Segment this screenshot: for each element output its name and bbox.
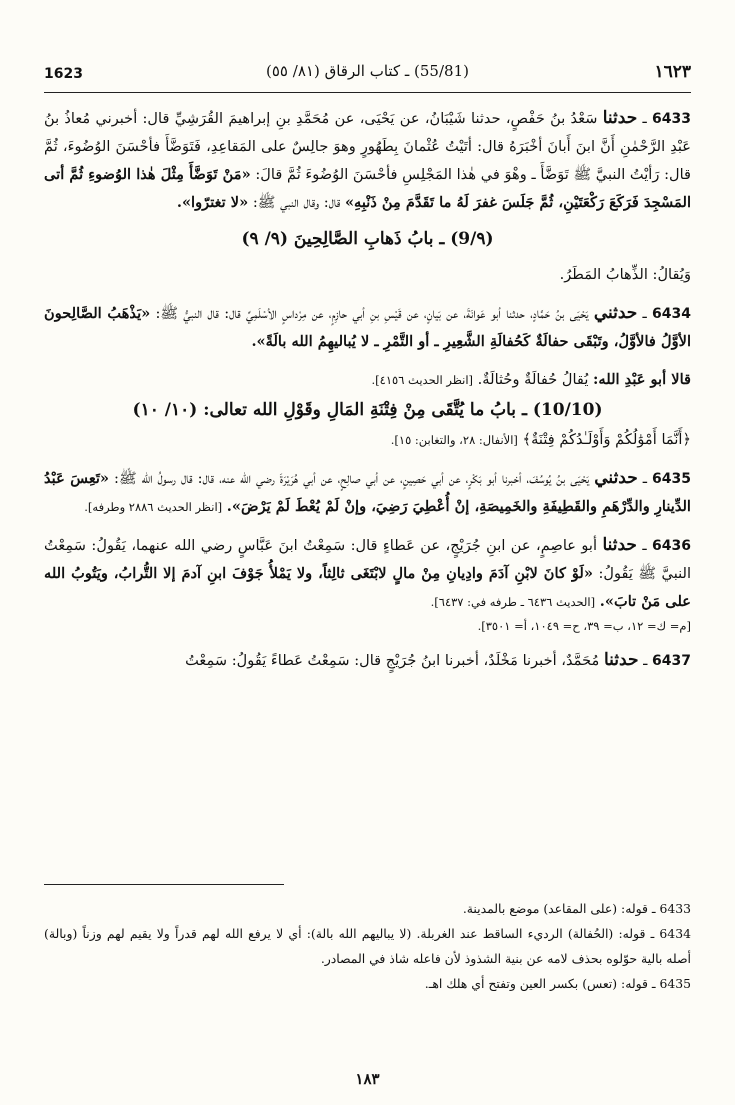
hadith-number: 6434	[652, 306, 691, 322]
footnotes	[44, 896, 691, 996]
verse-text: ﴿أَنَّمَا أَمْوَٰلُكُمْ وَأَوْلَـٰدُكُمْ فِتْنَةٌ﴾	[522, 431, 691, 448]
isnad-text: يَحْيَى بنُ حَمَّادٍ، حدثنا أبو عَوانَةَ، عن بَيانٍ، عن قَيْسِ بنِ أبي حازِمٍ، عن مِرْداسٍ الأسْلَمِيِّ قال: قال النبيُّ ﷺ:	[155, 305, 589, 322]
running-title: (55/81) ـ كتاب الرقاق (٨١/ ٥٥)	[266, 62, 469, 80]
chapter-title-10: (10/10) ـ بابُ ما يُتَّقَى مِنْ فِتْنَةِ المَالِ وقَوْلِ الله تعالى: (١٠/ ١٠)	[132, 400, 603, 420]
footnote-6433	[44, 896, 691, 921]
isnad-text-2: قال: وقال النبي ﷺ:	[252, 194, 341, 211]
narration-keyword: حدثنا	[602, 535, 637, 555]
cross-reference: [انظر الحديث ٤١٥٦].	[371, 373, 474, 387]
narration-keyword: حدثني	[593, 303, 638, 323]
hadith-number: 6433	[652, 111, 691, 127]
hadith-6433: 6433 ـ حدثنا سَعْدُ بنُ حَفْصٍ، حدثنا شَيْبَانُ، عن يَحْيَى، عن مُحَمَّدِ بنِ إبراهيمَ القُرَشِيِّ قال: أخبرني مُعاذُ بنُ عَبْدِ الرَّحْمٰنِ أَنَّ ابنَ أَبانَ أخْبَرَهُ قال: أتَيْتُ عُثْمانَ بِطَهُورٍ وهوَ جالِسٌ على المَقاعِدِ، فَتَوَضَّأَ فأحْسَنَ الوُضُوءَ، ثُمَّ قال: رَأيْتُ النبيَّ ﷺ تَوَضَّأَ ـ وهْوَ في هٰذا المَجْلِسِ فأحْسَنَ الوُضُوءَ ثُمَّ قالَ: «مَنْ تَوَضَّأَ مِثْلَ هٰذا الوُضوءِ ثُمَّ أتى المَسْجِدَ فَرَكَعَ رَكْعَتَيْنِ، ثُمَّ جَلَسَ غفرَ لَهُ ما تَقَدَّمَ مِنْ ذَنْبِهِ» قال: وقال النبي ﷺ: «لا تغترّوا».	[44, 108, 692, 211]
footnote-text: موضع بالمدينة.	[462, 901, 540, 916]
comment-text: يُقالُ حُفالَةٌ وحُثالَةٌ.	[477, 371, 589, 388]
hadith-number: 6436	[652, 538, 691, 554]
footnote-lead: 6433 ـ قوله: (على المقاعد)	[543, 901, 691, 916]
footnote-6435	[44, 971, 691, 996]
isnad-text: يَحْيَى بنُ يُوسُفَ، أخبرنا أبو بَكْرٍ، عن أبي حَصِينٍ، عن أبي صالِحٍ، عن أبي هُرَيْرَةَ رضي الله عنه، قال: قال رسولُ الله ﷺ:	[114, 470, 590, 487]
isnad-text: مُحَمَّدٌ، أخبرنا مَخْلَدٌ، أخبرنا ابنُ جُرَيْجٍ قال: سَمِعْتُ عَطاءً يَقُولُ: سَمِعْتُ	[185, 652, 600, 669]
quran-verse	[44, 426, 691, 454]
footnote-rule	[44, 884, 284, 885]
footnote-6434	[44, 921, 691, 971]
folio-number: ١٨٣	[355, 1070, 380, 1088]
matn-quote: «يَذْهَبُ الصَّالِحونَ الأوَّلُ فالأوَّلُ، وتَبْقَى حفالَةٌ كَحُفالَةِ الشَّعِيرِ ـ أو التَّمْرِ ـ لا يُباليهِمُ الله بالَةً».	[44, 305, 691, 350]
abu-abdallah-comment	[44, 366, 691, 394]
page-number-latin: 1623	[44, 66, 83, 82]
page-header	[44, 58, 691, 93]
comment-lead: قالا أبو عَبْدِ الله:	[593, 371, 691, 388]
isnad-text: سَعْدُ بنُ حَفْصٍ، حدثنا شَيْبَانُ، عن يَحْيَى، عن مُحَمَّدِ بنِ إبراهيمَ القُرَشِيِّ قال: أخبرني مُعاذُ بنُ عَبْدِ الرَّحْمٰنِ أَنَّ ابنَ أَبانَ أخْبَرَهُ قال: أتَيْتُ عُثْمانَ بِطَهُورٍ وهوَ جالِسٌ على المَقاعِدِ، فَتَوَضَّأَ فأحْسَنَ الوُضُوءَ، ثُمَّ قال: رَأيْتُ النبيَّ ﷺ تَوَضَّأَ ـ وهْوَ في هٰذا المَجْلِسِ فأحْسَنَ الوُضُوءَ ثُمَّ قالَ:	[44, 110, 692, 183]
hadith-number: 6437	[652, 653, 691, 669]
narration-keyword: حدثني	[594, 468, 638, 488]
hadith-6437: 6437 ـ حدثنا مُحَمَّدٌ، أخبرنا مَخْلَدٌ، أخبرنا ابنُ جُرَيْجٍ قال: سَمِعْتُ عَطاءً يَقُولُ: سَمِعْتُ	[185, 650, 691, 670]
matn-quote-2: «لا تغترّوا».	[176, 194, 249, 211]
footnote-text: بكسر العين وتفتح أي هلك اهـ.	[424, 976, 579, 991]
footnote-lead: 6434 ـ قوله: (الحُفالة)	[567, 926, 691, 941]
narration-keyword: حدثنا	[602, 108, 638, 128]
verse-reference: [الأنفال: ٢٨، والتغابن: ١٥].	[390, 433, 518, 447]
chapter-title-9: (٩/9) ـ بابُ ذَهابِ الصَّالِحِينَ (٩/ ٩)	[241, 229, 494, 249]
page-number-arabic: ١٦٢٣	[654, 62, 691, 82]
hadith-6435: 6435 ـ حدثني يَحْيَى بنُ يُوسُفَ، أخبرنا أبو بَكْرٍ، عن أبي حَصِينٍ، عن أبي صالِحٍ، عن أبي هُرَيْرَةَ رضي الله عنه، قال: قال رسولُ الله ﷺ: «تَعِسَ عَبْدُ الدِّينارِ والدِّرْهَمِ والقَطِيفَةِ والخَمِيصَةِ، إنْ أُعْطِيَ رَضِيَ، وإنْ لَمْ يُعْطَ لَمْ يَرْضَ». [انظر الحديث ٢٨٨٦ وطرفه].	[44, 468, 691, 515]
narration-keyword: حدثنا	[603, 650, 639, 670]
matn-quote: «تَعِسَ عَبْدُ الدِّينارِ والدِّرْهَمِ والقَطِيفَةِ والخَمِيصَةِ، إنْ أُعْطِيَ رَضِيَ، وإنْ لَمْ يُعْطَ لَمْ يَرْضَ».	[44, 470, 691, 515]
sigla-line: [م= ك= ١٢، ب= ٣٩، ح= ١٠٤٩، أ= ٣٥٠١].	[477, 619, 691, 633]
hadith-6434: 6434 ـ حدثني يَحْيَى بنُ حَمَّادٍ، حدثنا أبو عَوانَةَ، عن بَيانٍ، عن قَيْسِ بنِ أبي حازِمٍ، عن مِرْداسٍ الأسْلَمِيِّ قال: قال النبيُّ ﷺ: «يَذْهَبُ الصَّالِحونَ الأوَّلُ فالأوَّلُ، وتَبْقَى حفالَةٌ كَحُفالَةِ الشَّعِيرِ ـ أو التَّمْرِ ـ لا يُباليهِمُ الله بالَةً».	[44, 303, 691, 350]
matn-quote: «مَنْ تَوَضَّأَ مِثْلَ هٰذا الوُضوءِ ثُمَّ أتى المَسْجِدَ فَرَكَعَ رَكْعَتَيْنِ، ثُمَّ جَلَسَ غفرَ لَهُ ما تَقَدَّمَ مِنْ ذَنْبِهِ»	[44, 166, 691, 211]
note-line: وَيُقالُ: الذِّهابُ المَطَرُ.	[559, 266, 691, 283]
main-text	[44, 104, 691, 675]
hadith-number: 6435	[652, 471, 691, 487]
cross-reference: [الحديث ٦٤٣٦ ـ طرفه في: ٦٤٣٧].	[430, 595, 596, 609]
footnote-lead: 6435 ـ قوله: (تعس)	[582, 976, 691, 991]
isnad-text: أبو عاصِمٍ، عن ابنِ جُرَيْجٍ، عن عَطاءٍ قال: سَمِعْتُ ابنَ عَبَّاسٍ رضي الله عنهما، يَقُولُ: سَمِعْتُ النبيَّ ﷺ يَقُولُ:	[44, 537, 692, 582]
hadith-6436: 6436 ـ حدثنا أبو عاصِمٍ، عن ابنِ جُرَيْجٍ، عن عَطاءٍ قال: سَمِعْتُ ابنَ عَبَّاسٍ رضي الله عنهما، يَقُولُ: سَمِعْتُ النبيَّ ﷺ يَقُولُ: «لَوْ كانَ لابْنِ آدَمَ وادِيانِ مِنْ مالٍ لابْتَغَى ثالِثاً، ولا يَمْلأُ جَوْفَ ابنِ آدمَ إلا التُّرابُ، ويَتُوبُ الله على مَنْ تابَ». [الحديث ٦٤٣٦ ـ طرفه في: ٦٤٣٧].	[44, 535, 692, 610]
cross-reference: [انظر الحديث ٢٨٨٦ وطرفه].	[84, 500, 223, 514]
matn-quote: «لَوْ كانَ لابْنِ آدَمَ وادِيانِ مِنْ مالٍ لابْتَغَى ثالِثاً، ولا يَمْلأُ جَوْفَ ابنِ آدمَ إلا التُّرابُ، ويَتُوبُ الله على مَنْ تابَ».	[44, 565, 691, 610]
footnote-text: الرديء الساقط عند الغربلة. (لا يباليهم الله بالة): أي لا يرفع الله لهم قدراً ولا يقيم لهم وزناً (وبالة) أصله بالية حوّلوه بحذف لامه عن بنية الشذوذ لأن فاعله شاذ في المصادر.	[44, 926, 691, 966]
